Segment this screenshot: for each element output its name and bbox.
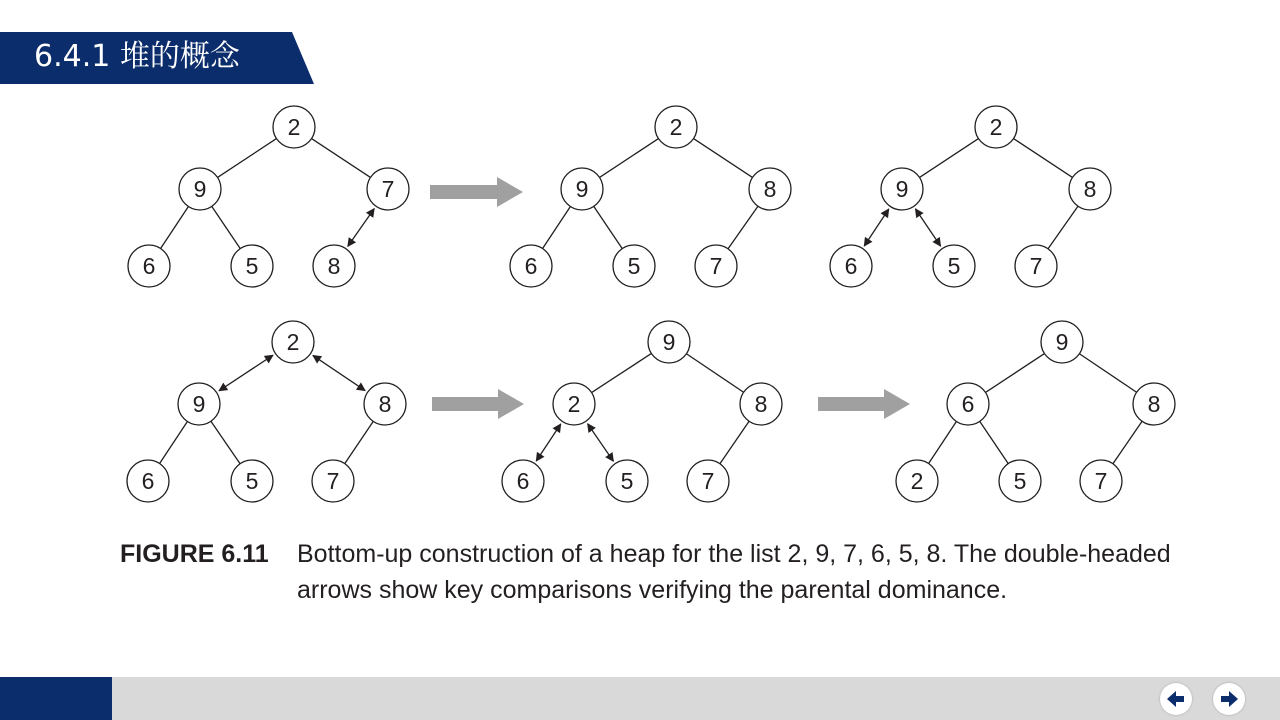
- transition-arrow: [818, 389, 910, 419]
- heap-node: [999, 460, 1041, 502]
- tree-edge: [218, 139, 277, 178]
- tree-edge: [1079, 354, 1136, 393]
- footer-accent-block: [0, 677, 112, 720]
- node-key: 2: [910, 468, 924, 494]
- node-key: 5: [245, 468, 259, 494]
- heap-node: [502, 460, 544, 502]
- comparison-arrow: [588, 424, 614, 461]
- node-key: 6: [844, 253, 858, 279]
- page-title: 6.4.1 堆的概念: [34, 39, 240, 74]
- heap-node: [606, 460, 648, 502]
- node-key: 5: [627, 253, 641, 279]
- heap-node: [312, 460, 354, 502]
- previous-slide-button[interactable]: [1160, 683, 1192, 715]
- heap-node: [648, 321, 690, 363]
- tree-edge: [161, 207, 189, 249]
- comparison-arrow: [348, 209, 374, 247]
- node-key: 2: [567, 391, 581, 417]
- heap-node: [364, 383, 406, 425]
- tree-edge: [986, 354, 1045, 393]
- heap-node: [127, 460, 169, 502]
- heap-node: [687, 460, 729, 502]
- heap-node: [655, 106, 697, 148]
- transition-arrow: [432, 389, 524, 419]
- heap-tree: [127, 321, 406, 502]
- heap-node: [749, 168, 791, 210]
- heap-node: [561, 168, 603, 210]
- node-key: 8: [754, 391, 768, 417]
- heap-node: [740, 383, 782, 425]
- heap-node: [947, 383, 989, 425]
- node-key: 2: [989, 114, 1003, 140]
- heap-node: [896, 460, 938, 502]
- node-key: 6: [961, 391, 975, 417]
- heap-node: [933, 245, 975, 287]
- tree-edge: [212, 206, 240, 248]
- node-key: 9: [895, 176, 909, 202]
- heap-node: [178, 383, 220, 425]
- node-key: 2: [287, 114, 301, 140]
- comparison-arrow: [915, 209, 940, 246]
- tree-edge: [728, 206, 758, 249]
- figure-label: FIGURE 6.11: [120, 540, 269, 568]
- heap-tree: [896, 321, 1175, 502]
- node-key: 9: [192, 391, 206, 417]
- node-key: 2: [286, 329, 300, 355]
- node-key: 8: [378, 391, 392, 417]
- heap-node: [1080, 460, 1122, 502]
- node-key: 8: [1147, 391, 1161, 417]
- heap-tree: [502, 321, 782, 502]
- node-key: 7: [326, 468, 340, 494]
- node-key: 9: [662, 329, 676, 355]
- tree-edge: [592, 353, 652, 392]
- heap-node: [179, 168, 221, 210]
- transition-arrow: [430, 177, 523, 207]
- node-key: 6: [516, 468, 530, 494]
- tree-edge: [600, 139, 659, 178]
- heap-node: [1133, 383, 1175, 425]
- tree-edge: [1048, 206, 1078, 249]
- heap-node: [830, 245, 872, 287]
- heap-tree: [830, 106, 1111, 287]
- tree-edge: [980, 421, 1008, 463]
- heap-node: [231, 460, 273, 502]
- comparison-arrow: [864, 209, 888, 246]
- tree-edge: [543, 207, 571, 249]
- node-key: 6: [524, 253, 538, 279]
- heap-tree: [128, 106, 409, 287]
- tree-edge: [920, 139, 979, 178]
- heap-tree: [510, 106, 791, 287]
- tree-edge: [1014, 139, 1073, 178]
- node-key: 5: [620, 468, 634, 494]
- heap-node: [510, 245, 552, 287]
- tree-edge: [312, 139, 371, 178]
- heap-node: [1069, 168, 1111, 210]
- comparison-arrow: [313, 355, 365, 390]
- tree-edge: [929, 422, 957, 464]
- node-key: 7: [701, 468, 715, 494]
- heap-node: [881, 168, 923, 210]
- heap-node: [695, 245, 737, 287]
- node-key: 8: [1083, 176, 1097, 202]
- node-key: 9: [1055, 329, 1069, 355]
- tree-edge: [694, 139, 753, 178]
- node-key: 7: [1029, 253, 1043, 279]
- tree-edge: [211, 421, 240, 463]
- tree-edge: [345, 421, 373, 463]
- heap-node: [975, 106, 1017, 148]
- node-key: 6: [142, 253, 156, 279]
- node-key: 9: [575, 176, 589, 202]
- heap-node: [553, 383, 595, 425]
- node-key: 7: [709, 253, 723, 279]
- heap-node: [273, 106, 315, 148]
- heap-node: [272, 321, 314, 363]
- next-slide-button[interactable]: [1213, 683, 1245, 715]
- comparison-arrow: [536, 424, 560, 461]
- node-key: 5: [245, 253, 259, 279]
- node-key: 6: [141, 468, 155, 494]
- heap-node: [128, 245, 170, 287]
- comparison-arrow: [219, 355, 273, 391]
- node-key: 2: [669, 114, 683, 140]
- footer-bar: [0, 677, 1280, 720]
- node-key: 5: [1013, 468, 1027, 494]
- arrow-left-icon: [1160, 683, 1192, 715]
- node-key: 9: [193, 176, 207, 202]
- arrow-right-icon: [1213, 683, 1245, 715]
- tree-edge: [160, 422, 188, 464]
- heap-node: [1015, 245, 1057, 287]
- figure-caption-text: Bottom-up construction of a heap for the list 2, 9, 7, 6, 5, 8. The double-headed arrows show key comparisons verifying the parental dominance.: [297, 540, 1171, 604]
- node-key: 8: [327, 253, 341, 279]
- tree-edge: [594, 206, 622, 248]
- heap-node: [231, 245, 273, 287]
- tree-edge: [686, 354, 743, 393]
- heap-node: [613, 245, 655, 287]
- heap-node: [367, 168, 409, 210]
- heap-node: [1041, 321, 1083, 363]
- node-key: 5: [947, 253, 961, 279]
- node-key: 7: [381, 176, 395, 202]
- tree-edge: [720, 421, 749, 463]
- heap-node: [313, 245, 355, 287]
- node-key: 7: [1094, 468, 1108, 494]
- tree-edge: [1113, 421, 1142, 463]
- node-key: 8: [763, 176, 777, 202]
